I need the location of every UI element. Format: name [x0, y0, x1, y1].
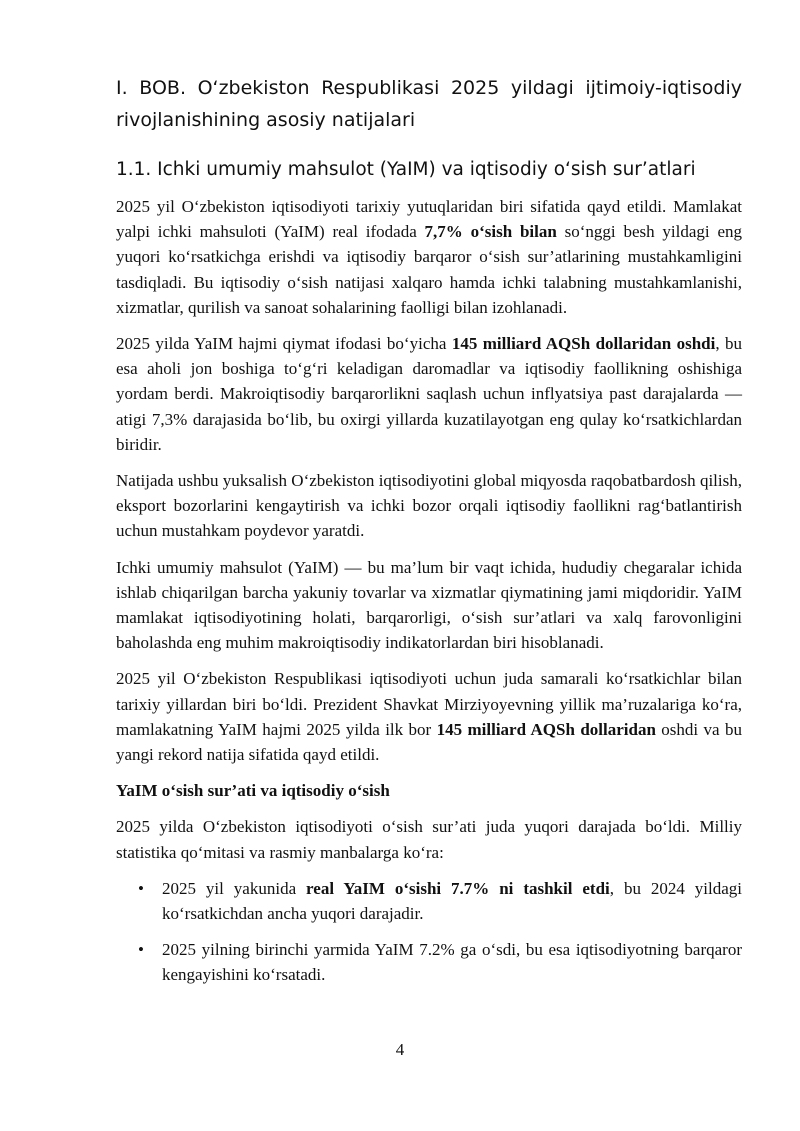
paragraph — [116, 468, 742, 544]
list-item-bold-text: real YaIM o‘sishi 7.7% ni tashkil etdi — [306, 878, 610, 898]
subheading: YaIM o‘sish sur’ati va iqtisodiy o‘sish — [116, 781, 390, 801]
paragraph-text: so‘nggi besh yildagi eng yuqori ko‘rsatkichga erishdi va iqtisodiy barqaror o‘sish sur’atlarining mustahkamligini tasdiqladi. Bu iqtisodiy o‘sish natijasi xalqaro hamda ichki talabning mustahkamlanishi, xizmatlar, qurilish va sanoat sohalarining faolligi bilan izohlanadi. — [116, 222, 742, 317]
paragraph-bold-text: 145 milliard AQSh dollaridan — [436, 719, 656, 739]
bullet-icon: • — [138, 940, 144, 960]
list-item — [116, 876, 742, 926]
paragraph — [116, 194, 742, 320]
paragraph-bold-text: 7,7% o‘sish bilan — [424, 222, 557, 242]
bullet-list — [116, 876, 742, 988]
list-item-text: 2025 yil yakunida — [162, 878, 307, 898]
paragraph — [116, 666, 742, 767]
bullet-icon: • — [138, 878, 144, 898]
section-title: 1.1. Ichki umumiy mahsulot (YaIM) va iqtisodiy o‘sish sur’atlari — [116, 159, 696, 180]
list-item-text: , bu 2024 yildagi ko‘rsatkichdan ancha yuqori darajadir. — [162, 878, 743, 924]
paragraph-text: Natijada ushbu yuksalish O‘zbekiston iqtisodiyotini global miqyosda raqobatbardosh qilish, eksport bozorlarini kengaytirish va ichki bozor orqali iqtisodiy faollikni rag‘batlantirish uchun mustahkam poydevor yaratdi. — [116, 471, 742, 541]
paragraph-text: 2025 yil O‘zbekiston Respublikasi iqtisodiyoti uchun juda samarali ko‘rsatkichlar bilan tarixiy yillardan biri bo‘ldi. Prezident Shavkat Mirziyoyevning yillik ma’ruzalariga ko‘ra, mamlakatning YaIM hajmi 2025 yilda ilk bor — [116, 669, 742, 739]
paragraph-text: 2025 yil O‘zbekiston iqtisodiyoti tarixiy yutuqlaridan biri sifatida qayd etildi. Mamlakat yalpi ichki mahsuloti (YaIM) real ifodada — [116, 197, 742, 242]
paragraph-text: oshdi va bu yangi rekord natija sifatida qayd etildi. — [116, 719, 742, 765]
paragraph-text: , bu esa aholi jon boshiga to‘g‘ri keladigan daromadlar va iqtisodiy faollikning oshishiga yordam berdi. Makroiqtisodiy barqarorlikni saqlash uchun inflyatsiya past darajalarda — atigi 7,3% darajasida bo‘lib, bu oxirgi yillarda kuzatilayotgan eng qulay ko‘rsatkichlardan biridir. — [116, 334, 743, 454]
chapter-title: I. BOB. O‘zbekiston Respublikasi 2025 yildagi ijtimoiy-iqtisodiy rivojlanishining asosiy natijalari — [116, 77, 742, 131]
paragraph-text: 2025 yilda YaIM hajmi qiymat ifodasi bo‘yicha — [116, 334, 452, 354]
list-item — [116, 937, 742, 987]
page-number: 4 — [395, 1040, 405, 1059]
paragraph — [116, 331, 742, 457]
intro-paragraph: 2025 yilda O‘zbekiston iqtisodiyoti o‘sish sur’ati juda yuqori darajada bo‘ldi. Milliy statistika qo‘mitasi va rasmiy manbalarga ko‘ra: — [116, 817, 742, 862]
paragraph-bold-text: 145 milliard AQSh dollaridan oshdi — [451, 334, 716, 354]
list-item-text: 2025 yilning birinchi yarmida YaIM 7.2% ga o‘sdi, bu esa iqtisodiyotning barqaror kengayishini ko‘rsatadi. — [162, 940, 742, 985]
document-page — [116, 72, 742, 999]
paragraph — [116, 555, 742, 656]
paragraph-text: Ichki umumiy mahsulot (YaIM) — bu ma’lum bir vaqt ichida, hududiy chegaralar ichida ishlab chiqarilgan barcha yakuniy tovarlar va xizmatlar qiymatining jami miqdoridir. YaIM mamlakat iqtisodiyotining holati, barqarorligi, o‘sish sur’atlari va xalq farovonligini baholashda eng muhim makroiqtisodiy indikatorlardan biri hisoblanadi. — [116, 557, 742, 653]
